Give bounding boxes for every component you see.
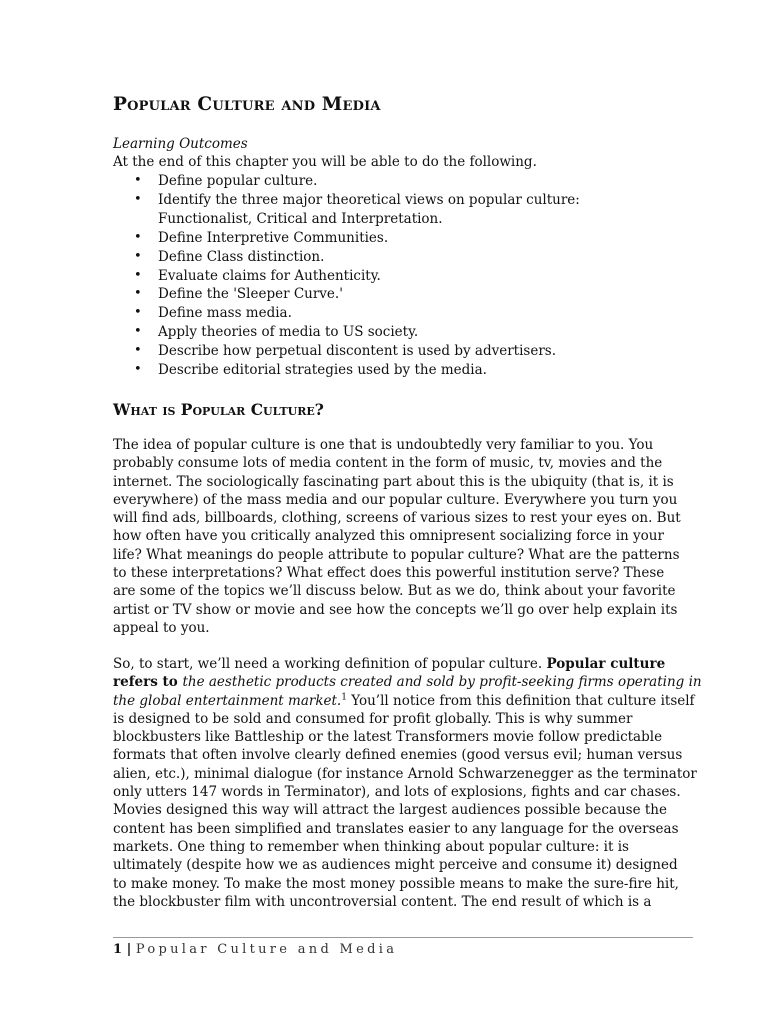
paragraph-line: to these interpretations? What effect does this powerful institution serve? These	[113, 565, 665, 582]
footer-divider	[113, 937, 693, 938]
paragraph-line: ultimately (despite how we as audiences might perceive and consume it) designed	[113, 857, 678, 874]
paragraph-line: how often have you critically analyzed this omnipresent socializing force in your	[113, 528, 664, 545]
definition-text: the global entertainment market.	[113, 692, 342, 709]
running-title: Popular Culture and Media	[135, 942, 398, 957]
key-term: Popular culture	[546, 656, 666, 672]
learning-outcomes-intro: At the end of this chapter you will be able to do the following.	[113, 154, 537, 170]
learning-outcome-item: • Define Interpretive Communities.	[113, 229, 673, 248]
paragraph-line: will find ads, billboards, clothing, screens of various sizes to rest your eyes on. But	[113, 510, 681, 527]
paragraph-line: formats that often involve clearly defined enemies (good versus evil; human versus	[113, 747, 683, 764]
paragraph-line: only utters 147 words in Terminator), and lots of explosions, fights and car chases.	[113, 784, 681, 801]
paragraph-line: alien, etc.), minimal dialogue (for instance Arnold Schwarzenegger as the terminator	[113, 765, 697, 782]
learning-outcome-item: • Define the 'Sleeper Curve.'	[113, 285, 673, 304]
paragraph-line: blockbusters like Battleship or the latest Transformers movie follow predictable	[113, 729, 663, 746]
learning-outcome-item: • Apply theories of media to US society.	[113, 323, 673, 342]
paragraph-line: probably consume lots of media content in the form of music, tv, movies and the	[113, 455, 663, 472]
definition-text: the aesthetic products created and sold by profit-seeking firms operating in	[182, 674, 702, 691]
paragraph-line: internet. The sociologically fascinating part about this is the ubiquity (that is, it is	[113, 473, 674, 490]
paragraph-line	[113, 692, 693, 710]
paragraph-line: to make money. To make the most money possible means to make the sure-fire hit,	[113, 875, 679, 892]
paragraph-definition	[113, 655, 702, 911]
paragraph-line: artist or TV show or movie and see how the concepts we’ll go over help explain its	[113, 601, 678, 618]
learning-outcome-item: • Define popular culture.	[113, 172, 673, 191]
paragraph-line: appeal to you.	[113, 619, 210, 636]
page-footer	[113, 942, 397, 957]
paragraph-line	[113, 655, 693, 673]
section-heading: What is Popular Culture?	[113, 400, 324, 419]
paragraph-line: is designed to be sold and consumed for profit globally. This is why summer	[113, 710, 633, 727]
footer-separator: |	[122, 942, 136, 957]
paragraph-text: You’ll notice from this definition that culture itself	[346, 692, 695, 709]
learning-outcomes-heading: Learning Outcomes	[113, 136, 248, 152]
learning-outcome-item: • Define mass media.	[113, 304, 673, 323]
paragraph-intro	[113, 436, 693, 637]
learning-outcome-item: • Identify the three major theoretical views on popular culture: Functionalist, Critical and Interpretation.	[113, 191, 673, 229]
learning-outcomes-list	[113, 172, 673, 380]
learning-outcome-item: • Define Class distinction.	[113, 248, 673, 267]
learning-outcome-item: • Describe editorial strategies used by the media.	[113, 361, 673, 380]
paragraph-line: life? What meanings do people attribute to popular culture? What are the patterns	[113, 546, 680, 563]
paragraph-line: markets. One thing to remember when thinking about popular culture: it is	[113, 838, 629, 855]
paragraph-line: everywhere) of the mass media and our popular culture. Everywhere you turn you	[113, 491, 678, 508]
paragraph-line	[113, 673, 702, 691]
paragraph-line: The idea of popular culture is one that is undoubtedly very familiar to you. You	[113, 437, 654, 453]
paragraph-line: content has been simplified and translates easier to any language for the overseas	[113, 820, 679, 837]
paragraph-line: the blockbuster film with uncontroversial content. The end result of which is a	[113, 893, 652, 910]
paragraph-text: So, to start, we’ll need a working definition of popular culture.	[113, 656, 547, 672]
page-number: 1	[113, 942, 123, 957]
footnote-marker[interactable]: 1	[341, 692, 347, 703]
learning-outcome-item: • Describe how perpetual discontent is used by advertisers.	[113, 342, 673, 361]
learning-outcome-item: • Evaluate claims for Authenticity.	[113, 267, 673, 286]
paragraph-line: Movies designed this way will attract the largest audiences possible because the	[113, 802, 667, 819]
key-term-continued: refers to	[113, 674, 183, 691]
chapter-title: Popular Culture and Media	[113, 94, 381, 115]
paragraph-line: are some of the topics we’ll discuss below. But as we do, think about your favorite	[113, 583, 676, 600]
